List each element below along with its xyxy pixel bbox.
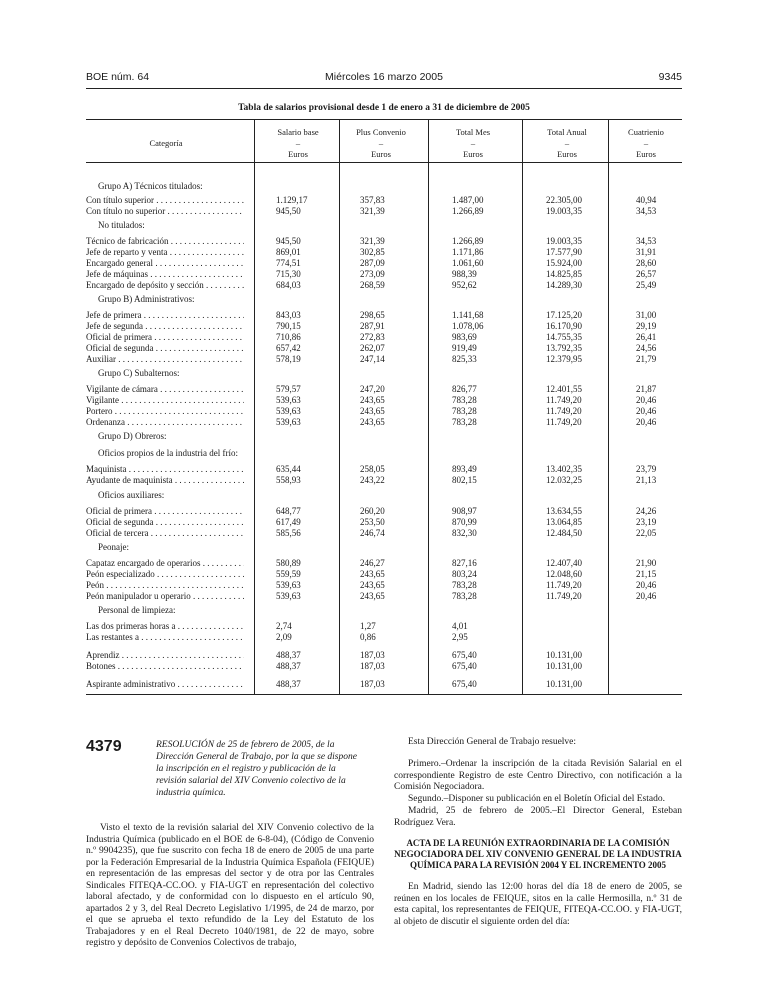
table-title: Tabla de salarios provisional desde 1 de enero a 31 de diciembre de 2005 (238, 103, 530, 113)
cell-value: 539,63 (276, 406, 301, 416)
category-label: Oficial de segunda . . . (86, 517, 244, 528)
cell-value: 1.061,60 (452, 258, 484, 268)
group-label: Oficios auxiliares: (98, 490, 165, 500)
category-label: Aprendiz . . . (86, 650, 244, 661)
header-rule (86, 88, 682, 89)
table-row (86, 332, 682, 343)
cell-value: 11.749,20 (546, 406, 582, 416)
category-label: Vigilante . . . (86, 395, 244, 406)
table-row (86, 236, 682, 247)
table-row (86, 395, 682, 406)
cell-value: 14.289,30 (546, 280, 582, 290)
cell-value: 945,50 (276, 236, 301, 246)
cell-value: 321,39 (360, 236, 385, 246)
cell-value: 26,57 (636, 269, 657, 279)
cell-value: 243,65 (360, 395, 385, 405)
group-label: No titulados: (98, 220, 145, 230)
cell-value: 488,37 (276, 679, 301, 689)
cell-value: 783,28 (452, 406, 477, 416)
table-row (86, 650, 682, 661)
group-label: Grupo D) Obreros: (98, 431, 167, 441)
cell-value: 10.131,00 (546, 679, 582, 689)
table-row (86, 343, 682, 354)
cell-value: 869,01 (276, 247, 301, 257)
cell-value: 488,37 (276, 650, 301, 660)
cell-value: 31,00 (636, 310, 657, 320)
cell-value: 40,94 (636, 195, 657, 205)
cell-value: 585,56 (276, 528, 301, 538)
cell-value: 253,50 (360, 517, 385, 527)
cell-value: 187,03 (360, 679, 385, 689)
cell-value: 1.266,89 (452, 236, 484, 246)
cell-value: 684,03 (276, 280, 301, 290)
cell-value: 1.266,89 (452, 206, 484, 216)
category-label: Ordenanza . . . (86, 417, 244, 428)
table-row (86, 475, 682, 486)
cell-value: 648,77 (276, 506, 301, 516)
cell-value: 20,46 (636, 395, 657, 405)
cell-value: 19.003,35 (546, 206, 582, 216)
cell-value: 258,05 (360, 464, 385, 474)
cell-value: 578,19 (276, 354, 301, 364)
category-label: Oficial de tercera . . . (86, 528, 244, 539)
table-row (86, 464, 682, 475)
category-label: Con título superior . . . (86, 195, 244, 206)
group-heading (86, 490, 682, 501)
cell-value: 559,59 (276, 569, 301, 579)
table-row (86, 258, 682, 269)
resolution-heading: RESOLUCIÓN de 25 de febrero de 2005, de la Dirección General de Trabajo, por la que se dispone la inscripción en el registro y publicación de la revisión salarial del XIV Convenio colectivo de la industria química. (156, 740, 357, 798)
cell-value: 715,30 (276, 269, 301, 279)
cell-value: 246,74 (360, 528, 385, 538)
col-total-anual: Total Anual – Euros (547, 127, 587, 159)
table-row (86, 679, 682, 690)
col-plus-convenio: Plus Convenio – Euros (356, 127, 406, 159)
cell-value: 774,51 (276, 258, 301, 268)
category-label: Peón . . . (86, 580, 244, 591)
cell-value: 13.402,35 (546, 464, 582, 474)
cell-value: 675,40 (452, 679, 477, 689)
category-label: Capataz encargado de operarios . . . (86, 558, 244, 569)
cell-value: 783,28 (452, 580, 477, 590)
cell-value: 302,85 (360, 247, 385, 257)
category-label: Maquinista . . . (86, 464, 244, 475)
cell-value: 11.749,20 (546, 395, 582, 405)
table-row (86, 310, 682, 321)
cell-value: 22.305,00 (546, 195, 582, 205)
cell-value: 24,56 (636, 343, 657, 353)
cell-value: 783,28 (452, 417, 477, 427)
category-label: Jefe de segunda . . . (86, 321, 244, 332)
category-label: Auxiliar . . . (86, 354, 244, 365)
table-row (86, 406, 682, 417)
category-label: Jefe de primera . . . (86, 310, 244, 321)
cell-value: 580,89 (276, 558, 301, 568)
col-salario-base: Salario base – Euros (277, 127, 319, 159)
table-row (86, 280, 682, 291)
cell-value: 4,01 (452, 621, 468, 631)
table-row (86, 506, 682, 517)
group-label: Oficios propios de la industria del frío: (98, 448, 238, 458)
cell-value: 247,14 (360, 354, 385, 364)
publication-date: Miércoles 16 marzo 2005 (325, 71, 443, 83)
cell-value: 675,40 (452, 661, 477, 671)
table-row (86, 384, 682, 395)
table-row (86, 195, 682, 206)
cell-value: 17.577,90 (546, 247, 582, 257)
cell-value: 243,65 (360, 580, 385, 590)
cell-value: 0,86 (360, 632, 376, 642)
cell-value: 539,63 (276, 395, 301, 405)
cell-value: 675,40 (452, 650, 477, 660)
group-label: Peonaje: (98, 542, 129, 552)
resolution-primero: Primero.–Ordenar la inscripción de la citada Revisión Salarial en el correspondiente Registro de este Centro Directivo, con notificación a la Comisión Negociadora. (394, 759, 682, 792)
cell-value: 783,28 (452, 591, 477, 601)
cell-value: 34,53 (636, 206, 657, 216)
cell-value: 14.825,85 (546, 269, 582, 279)
cell-value: 11.749,20 (546, 580, 582, 590)
cell-value: 13.064,85 (546, 517, 582, 527)
cell-value: 710,86 (276, 332, 301, 342)
category-label: Jefe de reparto y venta . . . (86, 247, 244, 258)
cell-value: 826,77 (452, 384, 477, 394)
table-row (86, 632, 682, 643)
cell-value: 246,27 (360, 558, 385, 568)
cell-value: 25,49 (636, 280, 657, 290)
cell-value: 952,62 (452, 280, 477, 290)
group-heading (86, 605, 682, 616)
cell-value: 243,65 (360, 406, 385, 416)
table-row (86, 247, 682, 258)
cell-value: 539,63 (276, 580, 301, 590)
cell-value: 12.401,55 (546, 384, 582, 394)
cell-value: 16.170,90 (546, 321, 582, 331)
category-label: Oficial de segunda . . . (86, 343, 244, 354)
category-label: Peón manipulador u operario . . . (86, 591, 244, 602)
cell-value: 243,22 (360, 475, 385, 485)
group-heading (86, 542, 682, 553)
table-row (86, 569, 682, 580)
cell-value: 21,90 (636, 558, 657, 568)
cell-value: 187,03 (360, 661, 385, 671)
table-top-rule (86, 119, 682, 120)
group-label: Grupo B) Administrativos: (98, 294, 195, 304)
cell-value: 20,46 (636, 417, 657, 427)
table-row (86, 354, 682, 365)
cell-value: 13.634,55 (546, 506, 582, 516)
cell-value: 870,99 (452, 517, 477, 527)
cell-value: 1.487,00 (452, 195, 484, 205)
cell-value: 23,79 (636, 464, 657, 474)
cell-value: 273,09 (360, 269, 385, 279)
group-heading (86, 431, 682, 442)
resolution-body: Visto el texto de la revisión salarial del XIV Convenio colectivo de la Industria Química (publicado en el BOE de 6-8-04), (Código de Convenio n.º 9904235), que fue suscrito con fecha 18 de enero de 2005 de una parte por la Federación Empresarial de la Industria Química Española (FEIQUE) en representación de las empresas del sector y de otra por las Centrales Sindicales FITEQA-CC.OO. y FIA-UGT en representación del colectivo laboral afectado, y de conformidad con lo dispuesto en el artículo 90, apartados 2 y 3, del Real Decreto Legislativo 1/1995, de 24 de marzo, por el que se aprueba el texto refundido de la Ley del Estatuto de los Trabajadores y en el Real Decreto 1040/1981, de 22 de mayo, sobre registro y depósito de Convenios Colectivos de trabajo, (86, 823, 374, 948)
cell-value: 825,33 (452, 354, 477, 364)
cell-value: 12.048,60 (546, 569, 582, 579)
cell-value: 31,91 (636, 247, 657, 257)
cell-value: 983,69 (452, 332, 477, 342)
table-row (86, 528, 682, 539)
cell-value: 11.749,20 (546, 591, 582, 601)
category-label: Vigilante de cámara . . . (86, 384, 244, 395)
cell-value: 558,93 (276, 475, 301, 485)
page-number: 9345 (658, 71, 682, 83)
category-label: Encargado general . . . (86, 258, 244, 269)
cell-value: 21,15 (636, 569, 657, 579)
category-label: Técnico de fabricación . . . (86, 236, 244, 247)
category-label: Jefe de máquinas . . . (86, 269, 244, 280)
category-label: Encargado de depósito y sección . . . (86, 280, 244, 291)
cell-value: 17.125,20 (546, 310, 582, 320)
resolution-segundo: Segundo.–Disponer su publicación en el Boletín Oficial del Estado. (408, 794, 665, 804)
table-bottom-rule (86, 694, 682, 695)
group-heading (86, 448, 682, 459)
cell-value: 617,49 (276, 517, 301, 527)
cell-value: 13.792,35 (546, 343, 582, 353)
cell-value: 10.131,00 (546, 650, 582, 660)
cell-value: 287,09 (360, 258, 385, 268)
cell-value: 19.003,35 (546, 236, 582, 246)
cell-value: 10.131,00 (546, 661, 582, 671)
cell-value: 908,97 (452, 506, 477, 516)
cell-value: 802,15 (452, 475, 477, 485)
resolution-number: 4379 (86, 738, 122, 755)
group-heading (86, 181, 682, 192)
col-cuatrienio: Cuatrienio – Euros (628, 127, 664, 159)
acta-title: ACTA DE LA REUNIÓN EXTRAORDINARIA DE LA COMISIÓN NEGOCIADORA DEL XIV CONVENIO GENERAL DE LA INDUSTRIA QUÍMICA PARA LA REVISIÓN 2004 Y EL INCREMENTO 2005 (394, 838, 682, 870)
group-label: Grupo A) Técnicos titulados: (98, 181, 203, 191)
category-label: Oficial de primera . . . (86, 332, 244, 343)
group-label: Grupo C) Subalternos: (98, 368, 180, 378)
table-row (86, 206, 682, 217)
category-label: Las restantes a . . . (86, 632, 244, 643)
cell-value: 12.407,40 (546, 558, 582, 568)
category-label: Portero . . . (86, 406, 244, 417)
cell-value: 357,83 (360, 195, 385, 205)
cell-value: 1.171,86 (452, 247, 484, 257)
cell-value: 34,53 (636, 236, 657, 246)
cell-value: 187,03 (360, 650, 385, 660)
cell-value: 21,87 (636, 384, 657, 394)
col-total-mes: Total Mes – Euros (455, 127, 491, 159)
cell-value: 243,65 (360, 591, 385, 601)
cell-value: 247,20 (360, 384, 385, 394)
header-bottom-rule (86, 162, 682, 163)
table-row (86, 417, 682, 428)
cell-value: 26,41 (636, 332, 657, 342)
cell-value: 827,16 (452, 558, 477, 568)
group-heading (86, 220, 682, 231)
cell-value: 260,20 (360, 506, 385, 516)
acta-body: En Madrid, siendo las 12:00 horas del día 18 de enero de 2005, se reúnen en los locales de FEIQUE, sitos en la calle Hermosilla, n.º 31 de esta capital, los representantes de FEIQUE, FITEQA-CC.OO. y FIA-UGT, al objeto de discutir el siguiente orden del día: (394, 882, 682, 927)
cell-value: 832,30 (452, 528, 477, 538)
cell-value: 287,91 (360, 321, 385, 331)
cell-value: 28,60 (636, 258, 657, 268)
table-row (86, 321, 682, 332)
cell-value: 14.755,35 (546, 332, 582, 342)
cell-value: 243,65 (360, 569, 385, 579)
cell-value: 803,24 (452, 569, 477, 579)
table-row (86, 621, 682, 632)
cell-value: 15.924,00 (546, 258, 582, 268)
cell-value: 919,49 (452, 343, 477, 353)
group-heading (86, 294, 682, 305)
cell-value: 12.032,25 (546, 475, 582, 485)
cell-value: 1.141,68 (452, 310, 484, 320)
cell-value: 2,74 (276, 621, 292, 631)
table-row (86, 558, 682, 569)
cell-value: 321,39 (360, 206, 385, 216)
cell-value: 488,37 (276, 661, 301, 671)
cell-value: 539,63 (276, 591, 301, 601)
cell-value: 945,50 (276, 206, 301, 216)
cell-value: 22,05 (636, 528, 657, 538)
cell-value: 268,59 (360, 280, 385, 290)
category-label: Las dos primeras horas a . . . (86, 621, 244, 632)
cell-value: 21,13 (636, 475, 657, 485)
cell-value: 243,65 (360, 417, 385, 427)
category-label: Peón especializado . . . (86, 569, 244, 580)
cell-value: 657,42 (276, 343, 301, 353)
cell-value: 262,07 (360, 343, 385, 353)
cell-value: 893,49 (452, 464, 477, 474)
table-row (86, 517, 682, 528)
table-row (86, 661, 682, 672)
cell-value: 29,19 (636, 321, 657, 331)
table-row (86, 591, 682, 602)
category-header: Categoría (149, 138, 183, 148)
category-label: Oficial de primera . . . (86, 506, 244, 517)
group-label: Personal de limpieza: (98, 605, 176, 615)
group-heading (86, 368, 682, 379)
cell-value: 298,65 (360, 310, 385, 320)
cell-value: 12.379,95 (546, 354, 582, 364)
cell-value: 635,44 (276, 464, 301, 474)
cell-value: 783,28 (452, 395, 477, 405)
cell-value: 1.129,17 (276, 195, 308, 205)
category-label: Botones . . . (86, 661, 244, 672)
cell-value: 11.749,20 (546, 417, 582, 427)
cell-value: 21,79 (636, 354, 657, 364)
cell-value: 843,03 (276, 310, 301, 320)
cell-value: 23,19 (636, 517, 657, 527)
cell-value: 20,46 (636, 580, 657, 590)
resolution-resuelve: Esta Dirección General de Trabajo resuelve: (408, 737, 577, 747)
cell-value: 12.484,50 (546, 528, 582, 538)
cell-value: 579,57 (276, 384, 301, 394)
category-label: Aspirante administrativo . . . (86, 679, 244, 690)
table-row (86, 580, 682, 591)
cell-value: 988,39 (452, 269, 477, 279)
cell-value: 1,27 (360, 621, 376, 631)
resolution-signature: Madrid, 25 de febrero de 2005.–El Director General, Esteban Rodríguez Vera. (394, 806, 682, 828)
journal-issue: BOE núm. 64 (86, 71, 150, 83)
cell-value: 2,09 (276, 632, 292, 642)
cell-value: 790,15 (276, 321, 301, 331)
cell-value: 539,63 (276, 417, 301, 427)
cell-value: 24,26 (636, 506, 657, 516)
cell-value: 20,46 (636, 406, 657, 416)
page-header (86, 71, 682, 87)
category-label: Con título no superior . . . (86, 206, 244, 217)
category-label: Ayudante de maquinista . . . (86, 475, 244, 486)
table-row (86, 269, 682, 280)
cell-value: 2,95 (452, 632, 468, 642)
cell-value: 272,83 (360, 332, 385, 342)
cell-value: 1.078,06 (452, 321, 484, 331)
cell-value: 20,46 (636, 591, 657, 601)
